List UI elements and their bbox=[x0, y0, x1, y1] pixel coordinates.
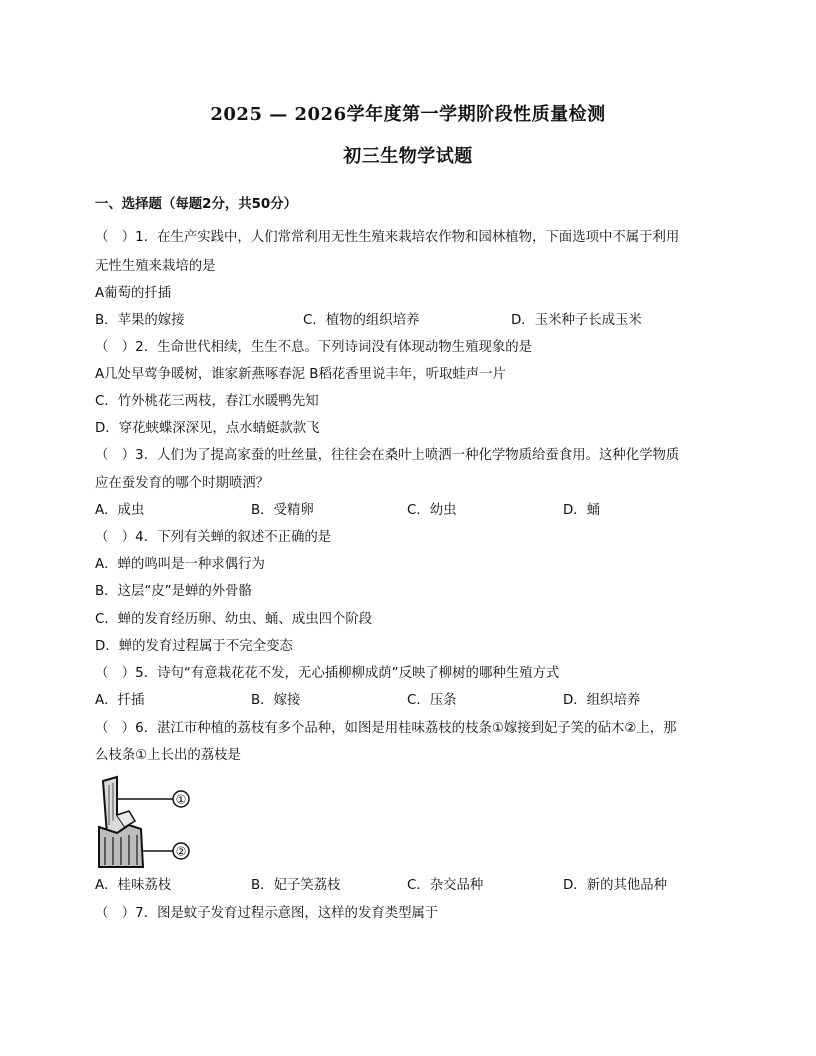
q4-option-c: C．蝉的发育经历卵、幼虫、蛹、成虫四个阶段 bbox=[95, 612, 373, 627]
q3-option-a: A．成虫 bbox=[95, 503, 145, 518]
q3-stem-line2: 应在蚕发育的哪个时期喷洒？ bbox=[95, 476, 270, 491]
q1-option-d: D．玉米种子长成玉米 bbox=[511, 313, 642, 328]
q4-stem: （ ）4．下列有关蝉的叙述不正确的是 bbox=[95, 530, 332, 545]
q6-option-c: C．杂交品种 bbox=[407, 878, 484, 893]
q4-option-b: B．这层“皮”是蝉的外骨骼 bbox=[95, 584, 252, 599]
q5-option-a: A．扦插 bbox=[95, 693, 145, 708]
q3-option-d: D．蛹 bbox=[563, 503, 601, 518]
q6-stem-line1: （ ）6．湛江市种植的荔枝有多个品种，如图是用桂味荔枝的枝条①嫁接到妃子笑的砧木②上，那 bbox=[95, 721, 677, 736]
q2-stem: （ ）2．生命世代相续，生生不息。下列诗词没有体现动物生殖现象的是 bbox=[95, 340, 533, 355]
q5-option-d: D．组织培养 bbox=[563, 693, 641, 708]
q1-option-c: C．植物的组织培养 bbox=[303, 313, 420, 328]
q1-option-b: B．苹果的嫁接 bbox=[95, 313, 185, 328]
exam-title: 2025 — 2026学年度第一学期阶段性质量检测 bbox=[210, 104, 606, 125]
q4-option-d: D．蝉的发育过程属于不完全变态 bbox=[95, 639, 293, 654]
q1-option-a: A葡萄的扦插 bbox=[95, 286, 172, 301]
q3-option-c: C．幼虫 bbox=[407, 503, 457, 518]
q5-option-c: C．压条 bbox=[407, 693, 457, 708]
q3-stem-line1: （ ）3．人们为了提高家蚕的吐丝量，往往会在桑叶上喷洒一种化学物质给蚕食用。这种化学物质 bbox=[95, 448, 680, 463]
q5-stem: （ ）5．诗句“有意栽花花不发，无心插柳柳成荫”反映了柳树的哪种生殖方式 bbox=[95, 666, 560, 681]
q7-stem: （ ）7．图是蚊子发育过程示意图，这样的发育类型属于 bbox=[95, 906, 439, 921]
q2-option-d: D．穿花蛱蝶深深见，点水蜻蜓款款飞 bbox=[95, 421, 320, 436]
q2-option-c: C．竹外桃花三两枝，春江水暖鸭先知 bbox=[95, 394, 319, 409]
q3-option-b: B．受精卵 bbox=[251, 503, 314, 518]
section-heading: 一、选择题（每题2分，共50分） bbox=[95, 197, 298, 212]
q5-option-b: B．嫁接 bbox=[251, 693, 301, 708]
q4-option-a: A．蝉的鸣叫是一种求偶行为 bbox=[95, 557, 265, 572]
q6-option-d: D．新的其他品种 bbox=[563, 878, 668, 893]
exam-subtitle: 初三生物学试题 bbox=[343, 146, 473, 167]
grafting-figure bbox=[95, 775, 205, 870]
q1-stem-line1: （ ）1．在生产实践中，人们常常利用无性生殖来栽培农作物和园林植物，下面选项中不属于利用 bbox=[95, 230, 680, 245]
q1-stem-line2: 无性生殖来栽培的是 bbox=[95, 259, 216, 274]
q6-option-a: A．桂味荔枝 bbox=[95, 878, 172, 893]
q2-option-ab: A几处早莺争暖树，谁家新燕啄春泥 B稻花香里说丰年，听取蛙声一片 bbox=[95, 367, 506, 382]
figure-label-1: ① bbox=[175, 792, 187, 807]
q6-option-b: B．妃子笑荔枝 bbox=[251, 878, 341, 893]
scion-branch bbox=[103, 777, 125, 835]
figure-label-2: ② bbox=[175, 844, 187, 859]
q6-stem-line2: 么枝条①上长出的荔枝是 bbox=[95, 748, 241, 763]
